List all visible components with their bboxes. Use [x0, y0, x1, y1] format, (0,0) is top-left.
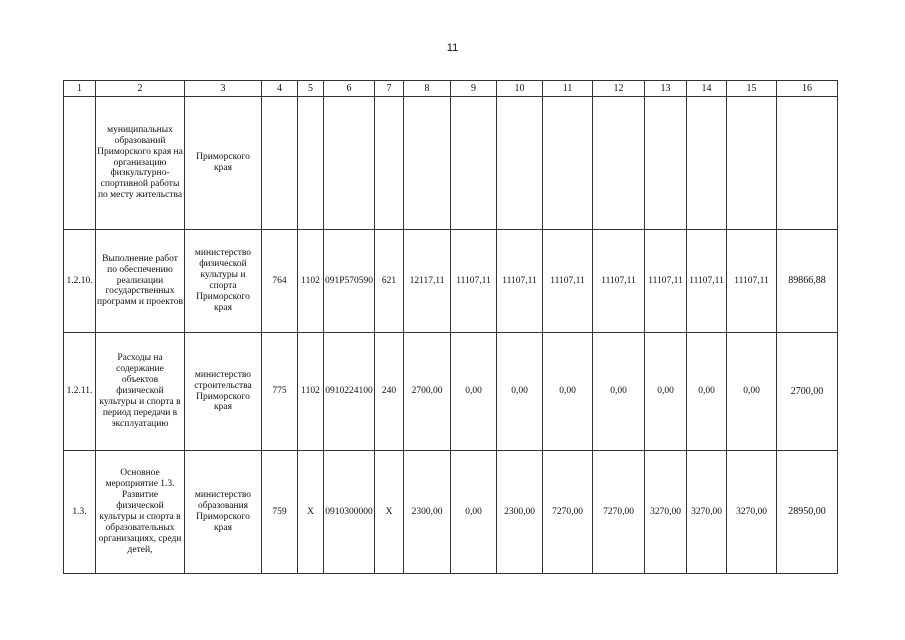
cell-value: 0,00: [497, 333, 543, 451]
cell-value: 2300,00: [497, 451, 543, 574]
column-header: 13: [645, 81, 687, 97]
cell-value: 0,00: [593, 333, 645, 451]
cell-vr: X: [375, 451, 404, 574]
header-row: [64, 81, 838, 97]
table-row: [64, 230, 838, 333]
column-header: 12: [593, 81, 645, 97]
item-name: муниципальных образований Приморского края на организацию физкультурно-спортивной работы по месту жительства: [96, 97, 185, 230]
item-name: Расходы на содержание объектов физической культуры и спорта в период передачи в эксплуатацию: [96, 333, 185, 451]
cell-value: 0,00: [451, 451, 497, 574]
cell-csr: 0910224100: [324, 333, 375, 451]
cell-total: 28950,00: [777, 451, 838, 574]
item-number: 1.2.11.: [64, 333, 96, 451]
cell-rzpr: 1102: [298, 333, 324, 451]
column-header: 3: [185, 81, 262, 97]
cell-value: 11107,11: [687, 230, 727, 333]
cell-grbs: [262, 97, 298, 230]
cell-value: [727, 97, 777, 230]
item-executor: Приморского края: [185, 97, 262, 230]
column-header: 16: [777, 81, 838, 97]
cell-value: 11107,11: [593, 230, 645, 333]
cell-vr: 240: [375, 333, 404, 451]
column-header: 14: [687, 81, 727, 97]
cell-grbs: 764: [262, 230, 298, 333]
cell-vr: [375, 97, 404, 230]
column-header: 8: [404, 81, 451, 97]
cell-total: [777, 97, 838, 230]
cell-value: [404, 97, 451, 230]
cell-value: [593, 97, 645, 230]
cell-value: 3270,00: [687, 451, 727, 574]
item-executor: министерство образования Приморского края: [185, 451, 262, 574]
cell-rzpr: 1102: [298, 230, 324, 333]
cell-csr: 0910300000: [324, 451, 375, 574]
item-name: Основное мероприятие 1.3. Развитие физической культуры и спорта в образовательных организациях, среди детей,: [96, 451, 185, 574]
cell-value: [497, 97, 543, 230]
column-header: 4: [262, 81, 298, 97]
cell-value: 11107,11: [543, 230, 593, 333]
cell-value: [687, 97, 727, 230]
item-executor: министерство строительства Приморского края: [185, 333, 262, 451]
item-executor: министерство физической культуры и спорта Приморского края: [185, 230, 262, 333]
page-number: 11: [446, 42, 459, 54]
item-number: [64, 97, 96, 230]
cell-value: [451, 97, 497, 230]
budget-table: [63, 80, 838, 574]
cell-value: 11107,11: [497, 230, 543, 333]
cell-value: 2700,00: [404, 333, 451, 451]
cell-value: 0,00: [687, 333, 727, 451]
cell-value: 3270,00: [727, 451, 777, 574]
cell-grbs: 759: [262, 451, 298, 574]
cell-value: 11107,11: [645, 230, 687, 333]
item-name: Выполнение работ по обеспечению реализации государственных программ и проектов: [96, 230, 185, 333]
cell-value: 11107,11: [727, 230, 777, 333]
column-header: 15: [727, 81, 777, 97]
cell-vr: 621: [375, 230, 404, 333]
cell-value: [645, 97, 687, 230]
cell-total: 2700,00: [777, 333, 838, 451]
item-number: 1.2.10.: [64, 230, 96, 333]
column-header: 1: [64, 81, 96, 97]
cell-value: 12117,11: [404, 230, 451, 333]
cell-value: [543, 97, 593, 230]
cell-csr: 091P570590: [324, 230, 375, 333]
table-row: [64, 333, 838, 451]
cell-value: 7270,00: [543, 451, 593, 574]
table-row: [64, 97, 838, 230]
cell-total: 89866,88: [777, 230, 838, 333]
column-header: 7: [375, 81, 404, 97]
cell-value: 11107,11: [451, 230, 497, 333]
item-number: 1.3.: [64, 451, 96, 574]
cell-value: 7270,00: [593, 451, 645, 574]
cell-value: 0,00: [645, 333, 687, 451]
cell-value: 0,00: [543, 333, 593, 451]
column-header: 2: [96, 81, 185, 97]
cell-rzpr: X: [298, 451, 324, 574]
cell-value: 0,00: [451, 333, 497, 451]
cell-value: 3270,00: [645, 451, 687, 574]
column-header: 6: [324, 81, 375, 97]
column-header: 10: [497, 81, 543, 97]
cell-csr: [324, 97, 375, 230]
column-header: 9: [451, 81, 497, 97]
cell-value: 2300,00: [404, 451, 451, 574]
column-header: 5: [298, 81, 324, 97]
column-header: 11: [543, 81, 593, 97]
cell-grbs: 775: [262, 333, 298, 451]
cell-value: 0,00: [727, 333, 777, 451]
table-row: [64, 451, 838, 574]
cell-rzpr: [298, 97, 324, 230]
